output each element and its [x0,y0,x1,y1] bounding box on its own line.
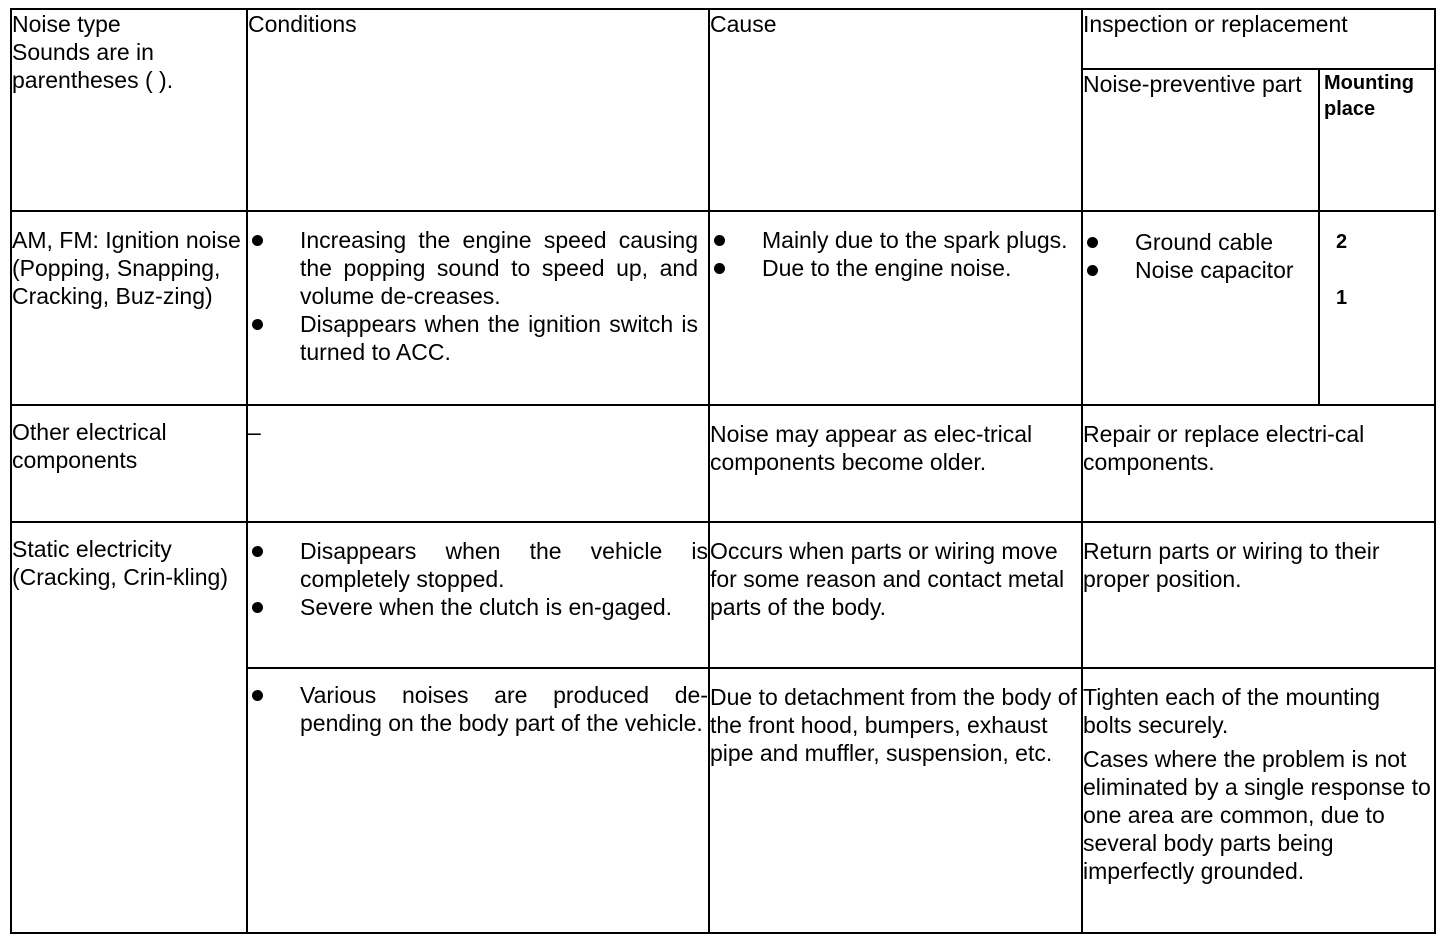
cell-inspection: Return parts or wiring to their proper position. [1082,522,1435,668]
list-item: Increasing the engine speed causing the popping sound to speed up, and volume de-creases. [248,226,698,310]
inspection-text: Cases where the problem is not eliminated by a single response to one area are common, due to several body parts being imperfectly grounded. [1083,746,1431,884]
header-inspection: Inspection or replacement [1082,9,1435,69]
list-item: Severe when the clutch is en-gaged. [248,593,708,621]
list-item: Noise capacitor [1083,256,1318,284]
cell-inspection [1082,668,1435,933]
list-item: Due to the engine noise. [710,254,1081,282]
header-noise-type-label: Noise type [12,11,121,37]
list-item: Various noises are produced de-pending on the body part of the vehicle. [248,681,708,737]
mounting-place-value: 1 [1336,287,1348,309]
inspection-text: Tighten each of the mounting bolts securely. [1083,684,1381,738]
header-noise-type [11,9,247,211]
cell-conditions [247,211,709,405]
cell-cause: Occurs when parts or wiring move for some reason and contact metal parts of the body. [709,522,1082,668]
mounting-place-value: 2 [1336,231,1348,253]
table-row-other-electrical [11,405,1435,522]
header-noise-type-note: Sounds are in parentheses ( ). [12,39,174,93]
cell-cause: Noise may appear as elec-trical components become older. [709,405,1082,522]
list-item: Mainly due to the spark plugs. [710,226,1081,254]
cell-noise-type: Static electricity (Cracking, Crin-kling) [11,522,247,933]
cell-noise-type: Other electrical components [11,405,247,522]
header-conditions: Conditions [247,9,709,211]
table-row-ignition [11,211,1435,405]
cell-conditions [247,668,709,933]
cell-cause: Due to detachment from the body of the front hood, bumpers, exhaust pipe and muffler, suspension, etc. [709,668,1082,933]
header-noise-preventive-part: Noise-preventive part [1082,69,1319,211]
list-item: Ground cable [1083,228,1318,256]
table-row-static-electricity [11,522,1435,668]
cell-mounting-place [1319,211,1435,405]
header-row [11,9,1435,69]
header-mounting-place: Mounting place [1319,69,1435,211]
list-item: Disappears when the ignition switch is turned to ACC. [248,310,698,366]
list-item: Disappears when the vehicle is completely stopped. [248,537,708,593]
cell-noise-type: AM, FM: Ignition noise (Popping, Snapping, Cracking, Buz-zing) [11,211,247,405]
cell-conditions: – [247,405,709,522]
cell-conditions [247,522,709,668]
cell-noise-preventive-part [1082,211,1319,405]
cell-cause [709,211,1082,405]
header-cause: Cause [709,9,1082,211]
cell-inspection: Repair or replace electri-cal components. [1082,405,1435,522]
noise-diagnosis-table [10,8,1436,934]
